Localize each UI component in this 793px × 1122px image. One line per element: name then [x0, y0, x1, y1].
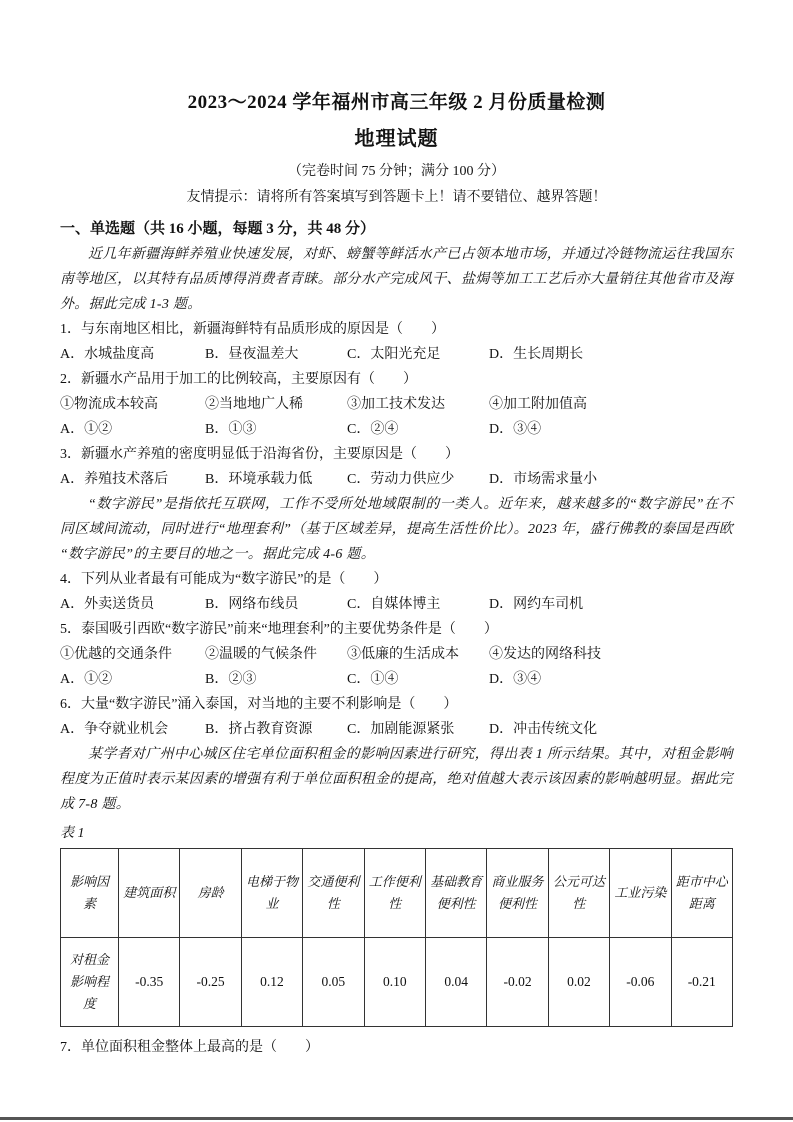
- table-header-cell: 商业服务便利性: [487, 849, 548, 938]
- table-header-cell: 建筑面积: [119, 849, 180, 938]
- item-2-1: ①物流成本较高: [60, 397, 158, 412]
- passage-xinjiang-seafood: 近几年新疆海鲜养殖业快速发展，对虾、螃蟹等鲜活水产已占领本地市场，并通过冷链物流运往我国东南等地区，以其特有品质博得消费者青睐。部分水产完成风干、盐焗等加工工艺后亦大量销往其他省市及海外。据此完成 1-3 题。: [60, 247, 733, 312]
- option-5-b: B．②③: [205, 672, 257, 687]
- exam-subject: 地理试题: [354, 128, 439, 150]
- item-2-2: ②当地地广人稀: [205, 397, 303, 412]
- option-1-c: C．太阳光充足: [347, 347, 441, 362]
- table-value-cell: -0.21: [671, 938, 732, 1027]
- option-4-c: C．自媒体博主: [347, 597, 441, 612]
- table-value-cell: 0.02: [548, 938, 609, 1027]
- option-2-d: D．③④: [489, 422, 542, 437]
- question-7-stem: 7．单位面积租金整体上最高的是（ ）: [60, 1040, 319, 1055]
- option-6-b: B．挤占教育资源: [205, 722, 313, 737]
- item-5-2: ②温暖的气候条件: [205, 647, 317, 662]
- question-2-options: [60, 417, 733, 442]
- table-header-cell: 距市中心距离: [671, 849, 732, 938]
- table-header-cell: 工作便利性: [364, 849, 425, 938]
- passage-digital-nomads: “数字游民”是指依托互联网，工作不受所处地域限制的一类人。近年来，越来越多的“数字游民”在不同区域间流动，同时进行“地理套利”（基于区域差异，提高生活性价比）。2023 年，盛行佛教的泰国是西欧“数字游民”的主要目的地之一。据此完成 4-6 题。: [60, 497, 733, 562]
- option-3-b: B．环境承载力低: [205, 472, 313, 487]
- table-header-cell: 基础教育便利性: [425, 849, 486, 938]
- table-header-cell: 工业污染: [610, 849, 671, 938]
- option-1-a: A．水城盐度高: [60, 347, 155, 362]
- option-5-a: A．①②: [60, 672, 113, 687]
- option-5-d: D．③④: [489, 672, 542, 687]
- passage-guangzhou-rent: 某学者对广州中心城区住宅单位面积租金的影响因素进行研究，得出表 1 所示结果。其中，对租金影响程度为正值时表示某因素的增强有利于单位面积租金的提高，绝对值越大表示该因素的影响越明显。据此完成 7-8 题。: [60, 747, 733, 812]
- question-3-stem: 3．新疆水产养殖的密度明显低于沿海省份，主要原因是（ ）: [60, 447, 459, 462]
- table-value-cell: -0.06: [610, 938, 671, 1027]
- option-2-c: C．②④: [347, 422, 399, 437]
- question-5-numbered-items: [60, 642, 733, 667]
- option-1-b: B．昼夜温差大: [205, 347, 299, 362]
- exam-time-score-info: （完卷时间 75 分钟；满分 100 分）: [288, 164, 505, 179]
- table-header-cell: 电梯于物业: [241, 849, 302, 938]
- option-1-d: D．生长周期长: [489, 347, 584, 362]
- item-5-3: ③低廉的生活成本: [347, 647, 459, 662]
- question-3-options: [60, 467, 733, 492]
- table-value-cell: 0.04: [425, 938, 486, 1027]
- question-4-options: [60, 592, 733, 617]
- question-6-stem: 6．大量“数字游民”涌入泰国，对当地的主要不利影响是（ ）: [60, 697, 458, 712]
- item-5-4: ④发达的网络科技: [489, 647, 601, 662]
- table-row-label: 对租金影响程度: [61, 938, 119, 1027]
- question-5-stem: 5．泰国吸引西欧“数字游民”前来“地理套利”的主要优势条件是（ ）: [60, 622, 498, 637]
- item-5-1: ①优越的交通条件: [60, 647, 172, 662]
- option-4-b: B．网络布线员: [205, 597, 299, 612]
- option-3-d: D．市场需求量小: [489, 472, 598, 487]
- option-4-d: D．网约车司机: [489, 597, 584, 612]
- question-2-stem: 2．新疆水产品用于加工的比例较高，主要原因有（ ）: [60, 372, 417, 387]
- option-2-b: B．①③: [205, 422, 257, 437]
- table-header-cell: 公元可达性: [548, 849, 609, 938]
- question-2-numbered-items: [60, 392, 733, 417]
- question-1-stem: 1．与东南地区相比，新疆海鲜特有品质形成的原因是（ ）: [60, 322, 445, 337]
- option-6-c: C．加剧能源紧张: [347, 722, 455, 737]
- rent-factor-table: [60, 848, 733, 1027]
- table-header-cell: 房龄: [180, 849, 241, 938]
- option-5-c: C．①④: [347, 672, 399, 687]
- table-value-cell: 0.05: [303, 938, 364, 1027]
- table-data-row: [61, 938, 733, 1027]
- item-2-3: ③加工技术发达: [347, 397, 445, 412]
- question-1-options: [60, 342, 733, 367]
- option-4-a: A．外卖送货员: [60, 597, 155, 612]
- table-header-cell: 交通便利性: [303, 849, 364, 938]
- table-header-row: [61, 849, 733, 938]
- option-6-d: D．冲击传统文化: [489, 722, 598, 737]
- table-value-cell: 0.10: [364, 938, 425, 1027]
- table-value-cell: -0.25: [180, 938, 241, 1027]
- table-value-cell: -0.02: [487, 938, 548, 1027]
- option-3-c: C．劳动力供应少: [347, 472, 455, 487]
- table-header-cell: 影响因素: [61, 849, 119, 938]
- option-3-a: A．养殖技术落后: [60, 472, 169, 487]
- question-5-options: [60, 667, 733, 692]
- option-6-a: A．争夺就业机会: [60, 722, 169, 737]
- page-bottom-border: [0, 1117, 793, 1120]
- question-4-stem: 4．下列从业者最有可能成为“数字游民”的是（ ）: [60, 572, 388, 587]
- exam-notice: 友情提示：请将所有答案填写到答题卡上！请不要错位、越界答题！: [186, 190, 607, 205]
- table-caption: 表 1: [60, 826, 85, 841]
- item-2-4: ④加工附加值高: [489, 397, 587, 412]
- section-heading-single-choice: 一、单选题（共 16 小题，每题 3 分，共 48 分）: [60, 221, 376, 237]
- question-6-options: [60, 717, 733, 742]
- table-value-cell: 0.12: [241, 938, 302, 1027]
- exam-title: 2023～2024 学年福州市高三年级 2 月份质量检测: [187, 92, 606, 113]
- option-2-a: A．①②: [60, 422, 113, 437]
- table-value-cell: -0.35: [119, 938, 180, 1027]
